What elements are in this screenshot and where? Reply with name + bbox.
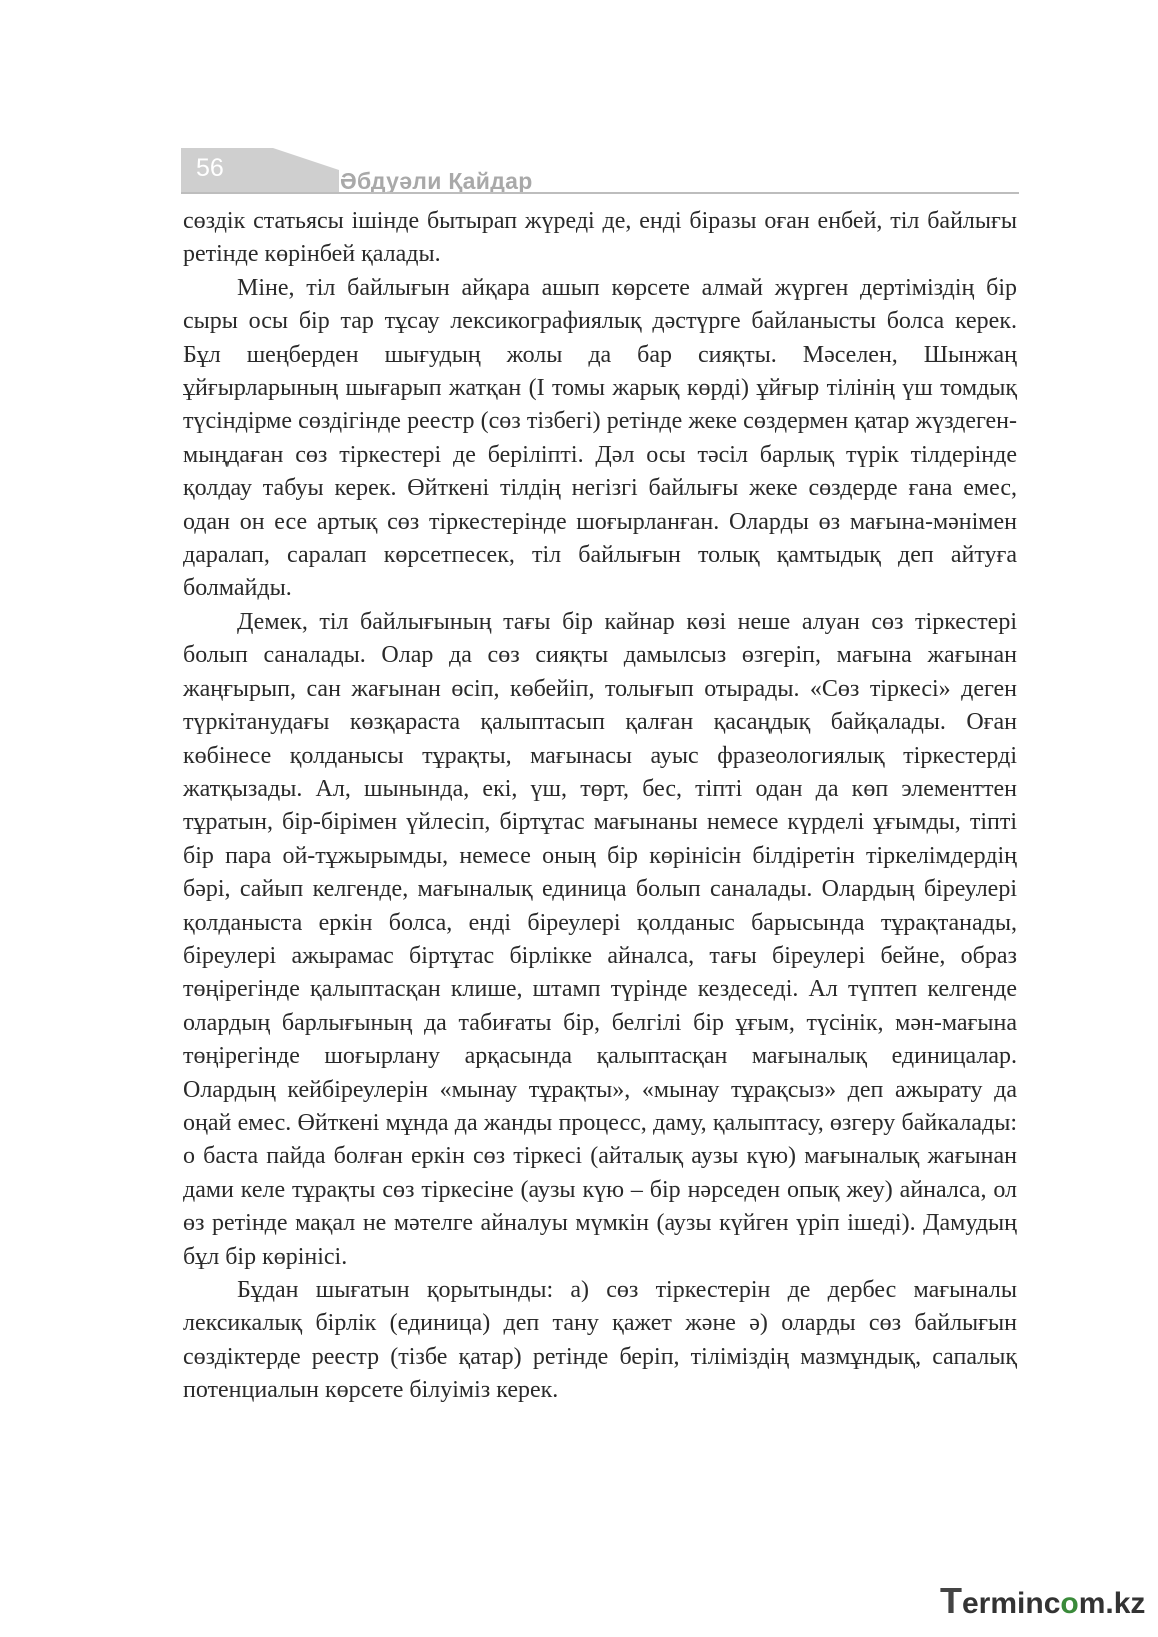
header-rule	[181, 192, 1019, 194]
termincom-watermark-logo	[940, 1580, 1145, 1624]
body-text	[183, 205, 1017, 1408]
paragraph-3: Демек, тіл байлығының тағы бір кайнар көзі неше алуан сөз тіркестері болып саналады. Олар да сөз сияқты дамылсыз өзгеріп, мағына жағынан жаңғырып, сан жағынан өсіп, көбейіп, толығып отырады. «Сөз тіркесі» деген түркітанудағы көзқараста қалыптасып қалған қасаңдық байқалады. Оған көбінесе қолданысы тұрақты, мағынасы ауыс фразеологиялық тіркестерді жатқызады. Ал, шынында, екі, үш, төрт, бес, тіпті одан да көп элементтен тұратын, бір-бірімен үйлесіп, біртұтас мағынаны немесе күрделі ұғымды, тіпті бір пара ой-тұжырымды, немесе оның бір көрінісін білдіретін тіркелімдердің бәрі, сайып келгенде, мағыналық единица болып саналады. Олардың біреулері қолданыста еркін болса, енді біреулері қолданыс барысында тұрақтанады, біреулері ажырамас біртұтас бірлікке айналса, тағы біреулері бейне, образ төңірегінде қалыптасқан клише, штамп түрінде кездеседі. Ал түптеп келгенде олардың барлығының да табиғаты бір, белгілі бір ұғым, түсінік, мән-мағына төңірегінде шоғырлану арқасында қалыптасқан мағыналық единицалар. Олардың кейбіреулерін «мынау тұрақты», «мынау тұрақсыз» деп ажырату да оңай емес. Өйткені мұнда да жанды процесс, даму, қалыптасу, өзгеру байкалады: о баста пайда болған еркін сөз тіркесі (айталық аузы күю) мағыналық жағынан дами келе тұрақты сөз тіркесіне (аузы күю – бір нәрседен опық жеу) айналса, ол өз ретінде мақал не мәтелге айналуы мүмкін (аузы күйген үріп ішеді). Дамудың бұл бір көрінісі.	[183, 608, 1017, 1270]
page-number: 56	[196, 154, 224, 182]
watermark-o: o	[1060, 1587, 1079, 1620]
watermark-part1: erminc	[962, 1587, 1061, 1620]
watermark-part2: m.kz	[1078, 1587, 1146, 1620]
paragraph-2: Міне, тіл байлығын айқара ашып көрсете алмай жүрген дертіміздің бір сыры осы бір тар тұсау лексикографиялық дәстүрге байланысты болса керек. Бұл шеңберден шығудың жолы да бар сияқты. Мәселен, Шынжаң ұйғырларының шығарып жатқан (І томы жарық көрді) ұйғыр тілінің үш томдық түсіндірме сөздігінде реестр (сөз тізбегі) ретінде жеке сөздермен қатар жүздеген-мыңдаған сөз тіркестері де беріліпті. Дәл осы тәсіл барлық түрік тілдерінде қолдау табуы керек. Өйткені тілдің негізгі байлығы жеке сөздерде ғана емес, одан он есе артық сөз тіркестерінде шоғырланған. Оларды өз мағына-мәнімен даралап, саралап көрсетпесек, тіл байлығын толық қамтыдық деп айтуға болмайды.	[183, 274, 1017, 602]
running-head-author: Әбдуәли Қайдар	[340, 168, 533, 194]
paragraph-4: Бұдан шығатын қорытынды: а) сөз тіркестерін де дербес мағыналы лексикалық бірлік (единица) деп тану қажет және ә) оларды сөз байлығын сөздіктерде реестр (тізбе қатар) ретінде беріп, тіліміздің мазмұндық, сапалық потенциалын көрсете білуіміз керек.	[183, 1277, 1017, 1404]
watermark-t: T	[940, 1580, 962, 1621]
paragraph-1: сөздік статьясы ішінде бытырап жүреді де, енді біразы оған енбей, тіл байлығы ретінде көрінбей қалады.	[183, 208, 1017, 268]
page-number-tab	[181, 148, 273, 192]
page-number-tab-wedge	[273, 148, 339, 192]
page-header	[0, 0, 1158, 200]
